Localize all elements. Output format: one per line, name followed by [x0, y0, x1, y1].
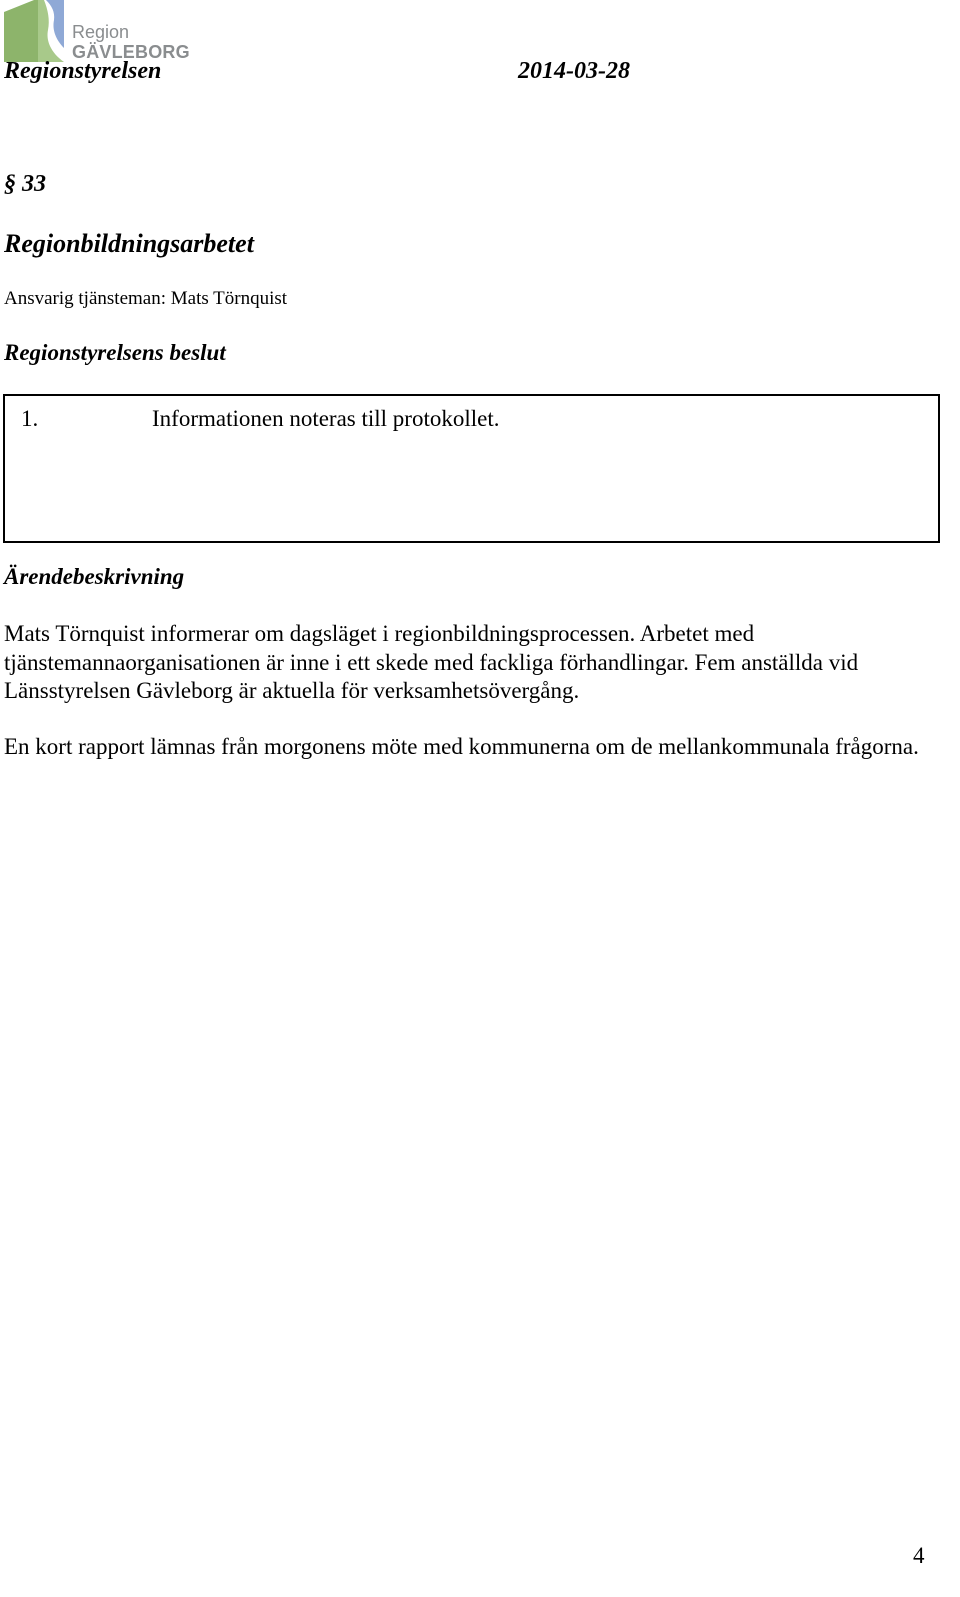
header-date: 2014-03-28	[518, 58, 630, 84]
decision-item-text: Informationen noteras till protokollet.	[152, 406, 500, 431]
page-number: 4	[913, 1543, 925, 1568]
decision-box	[3, 394, 940, 543]
decision-item-number: 1.	[21, 406, 39, 431]
decision-heading: Regionstyrelsens beslut	[4, 340, 226, 365]
item-title: Regionbildningsarbetet	[4, 229, 254, 258]
paragraph-number: § 33	[4, 171, 46, 197]
region-gavleborg-logo	[4, 0, 190, 62]
responsible-official: Ansvarig tjänsteman: Mats Törnquist	[4, 288, 288, 309]
description-heading: Ärendebeskrivning	[4, 564, 185, 589]
logo-mark-icon	[4, 0, 70, 62]
description-paragraph: Mats Törnquist informerar om dagsläget i regionbildningsprocessen. Arbetet med tjänstemannaorganisationen är inne i ett skede med fackliga förhandlingar. Fem anställda vid Länsstyrelsen Gävleborg är aktuella för verksamhetsövergång.	[4, 621, 859, 703]
logo-text-region: Region	[72, 22, 130, 42]
header-organization: Regionstyrelsen	[4, 58, 162, 84]
logo-text-gavleborg: GÄVLEBORG	[72, 42, 190, 62]
description-paragraph: En kort rapport lämnas från morgonens möte med kommunerna om de mellankommunala frågorna.	[4, 734, 919, 759]
